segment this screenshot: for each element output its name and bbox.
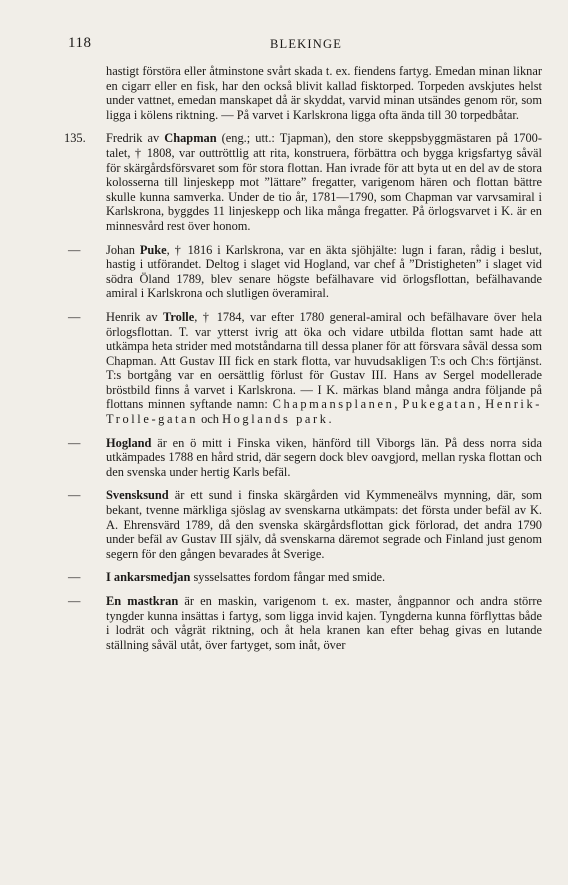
entry-marker: —: [68, 435, 81, 450]
entry-term: Trolle: [163, 309, 195, 324]
entry-text: .: [328, 412, 332, 427]
entry-text: Johan: [106, 242, 140, 257]
entry-text: Henrik av: [106, 309, 163, 324]
entry-term: Puke: [139, 242, 167, 257]
entry-text: är en maskin, varigenom t. ex. master, ångpannor och andra större tyngder kunna insättas i fartyg, som ligga invid kajen. Tyngderna kunna förflyttas både i lodrät och vågrät riktning, och åt hela kranen kan efter behag givas en lutande ställning såväl utåt, över fartyget, som inåt, över: [106, 594, 542, 652]
entry-text: sysselsattes fordom fångar med smide.: [190, 570, 386, 585]
entry-text: hastigt förstöra eller åtminstone svårt skada t. ex. fiendens fartyg. Emedan minan liknar en cigarr eller en fisk, har den också blivit kallad fisktorped. Torpeden avskjutes helst under vattnet, emedan manskapet då är skyddat, varvid minan utsändes genom rör, som ligga i kölens riktning. — På varvet i Karlskrona ligga ofta ända till 30 torpedbåtar.: [106, 64, 542, 122]
running-title: BLEKINGE: [269, 37, 343, 51]
spaced-name: Pukegatan: [402, 397, 478, 412]
entry-paragraph: [64, 64, 542, 122]
page-number: 118: [68, 35, 92, 51]
entry-text: , † 1784, var efter 1780 general-amiral och befälhavare över hela örlogsflottan. T. var ytterst ivrig att öka och vidare utbilda flottan samt hade att utkämpa heta strider med motståndarna till dessa planer för att försvara såväl dessa som Chapman. Att Gustav III fick en stark flotta, var huvudsakligen T:s och Ch:s förtjänst. T:s bortgång var en oersättlig förlust för Gustav III. Hans av Sergel modellerade bröstbild finns å varvet i Karlskrona. — I K. märkas bland många andra följande på flottans minnen syftande namn:: [106, 309, 542, 412]
entry-term: En mastkran: [106, 594, 179, 608]
entry-term: Hogland: [106, 435, 152, 450]
entry-text: ,: [394, 397, 403, 412]
entry-paragraph: [64, 131, 542, 233]
entry-marker: —: [68, 570, 81, 585]
entry-text: Fredrik av: [106, 131, 165, 146]
entry-paragraph: [64, 243, 542, 301]
spaced-name: Hoglands park: [222, 412, 329, 427]
entry-text: (eng.; utt.: Tjapman), den store skeppsbyggmästaren på 1700-talet, † 1808, var outtröttlig att rita, konstruera, förbättra och bygga krigsfartyg såväl för skärgårdsförsvaret som för stora flottan. Han ivrade för att byta ut en del av de stora kolosserna till linjeskepp mot ”lättare” fregatter, varigenom hären och flottan bättre skulle kunna samverka. Under de tio år, 1781—1790, som Chapman var varvsamiral i Karlskrona, byggdes 11 linjeskepp och lika många fregatter. På örlogsvarvet i K. är en minnesvård rest över honom.: [106, 131, 542, 233]
entry-text: och: [198, 412, 223, 427]
entry-text: ,: [477, 397, 486, 412]
entry-paragraph: [64, 594, 542, 652]
entry-marker: —: [68, 309, 81, 324]
entry-term: Svensksund: [106, 488, 169, 503]
entry-marker: —: [68, 488, 81, 503]
entry-text: är en ö mitt i Finska viken, hänförd till Viborgs län. På dess norra sida utkämpades 1788 en hård strid, där segern dock blev oavgjord, mellan ryska flottan och den svenska under hertig Karls befäl.: [106, 435, 542, 479]
entry-text: , † 1816 i Karlskrona, var en äkta sjöhjälte: lugn i faran, rådig i beslut, hastig i utförandet. Deltog i slaget vid Hogland, var chef å ”Dristigheten” i slaget vid södra Öland 1789, blev senare högste befälhavare vid örlogsflottan, befälhavande amiral i Karlskrona och slutligen överamiral.: [106, 242, 542, 301]
page-body: [64, 64, 542, 661]
entry-term: I ankarsmedjan: [106, 570, 191, 585]
entry-text: är ett sund i finska skärgården vid Kymmeneälvs mynning, där, som bekant, tvenne märkliga sjöslag av svenskarna utkämpats: det första under befäl av K. A. Ehrensvärd 1789, då den svenska skärgårdsflottan gick förlorad, det andra 1790 under befäl av Gustav III själv, då svenskarna däremot segrade och Finland just genom segern för den gången bevarades åt Sverige.: [106, 488, 542, 561]
entry-term: Chapman: [164, 131, 217, 146]
entry-marker: —: [68, 594, 81, 608]
entry-paragraph: [64, 570, 542, 585]
page-header: [68, 35, 544, 55]
entry-marker: 135.: [64, 131, 86, 146]
entry-marker: —: [68, 242, 81, 257]
entry-paragraph: [64, 436, 542, 480]
spaced-name: Henrik-Trolle-gatan: [106, 397, 542, 427]
spaced-name: Chapmansplanen: [272, 397, 395, 412]
entry-paragraph: [64, 488, 542, 561]
entry-paragraph: [64, 310, 542, 427]
